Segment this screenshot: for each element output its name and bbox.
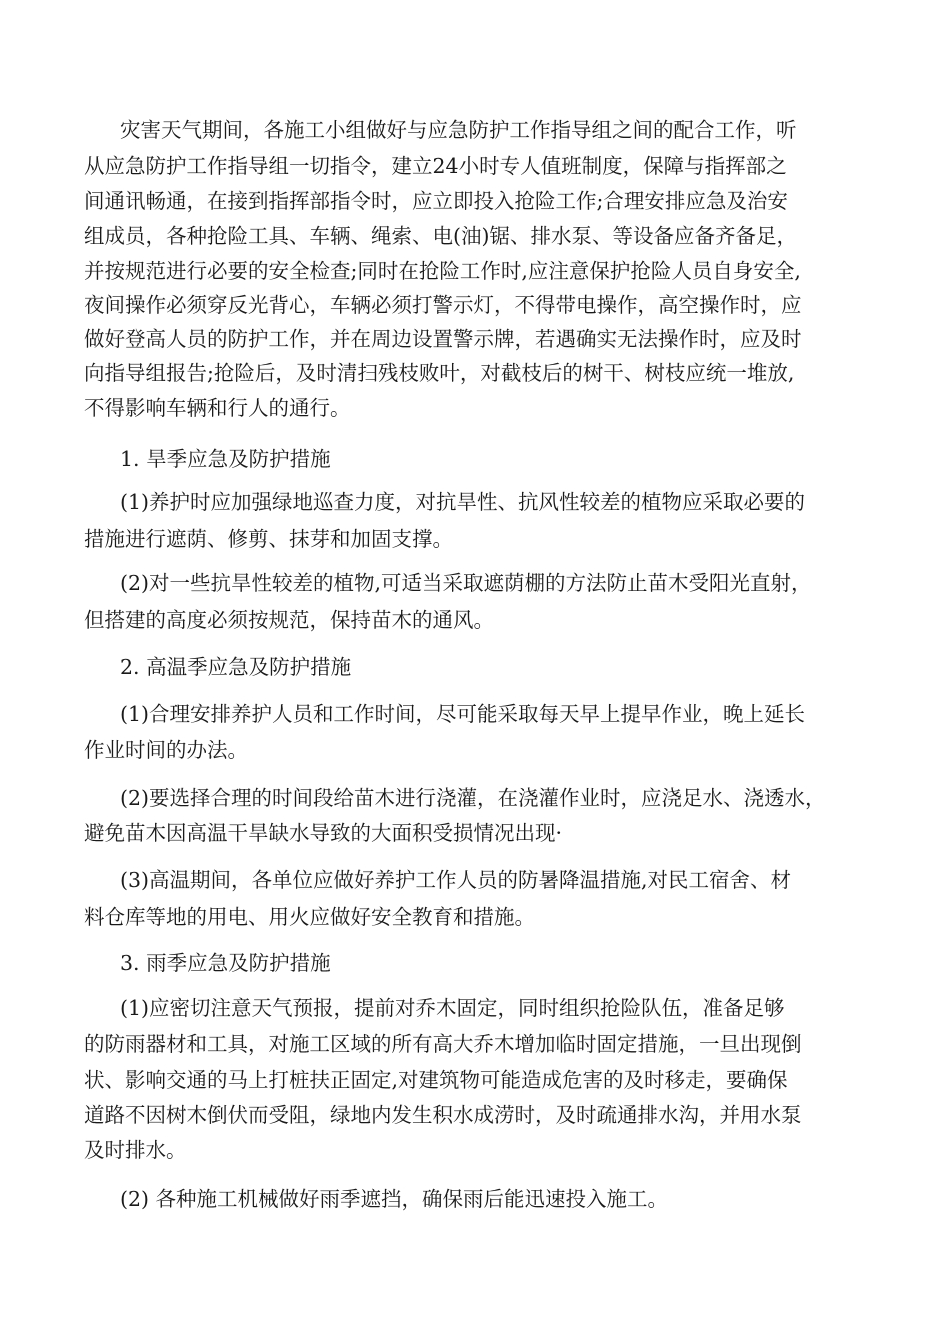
section1-item2-line-1: (2)对一些抗旱性较差的植物,可适当采取遮荫棚的方法防止苗木受阳光直射， <box>120 571 812 595</box>
intro-line-4: 组成员，各种抢险工具、车辆、绳索、电(油)锯、排水泵、等设备应备齐备足， <box>84 224 797 248</box>
section1-item1-line-2: 措施进行遮荫、修剪、抹芽和加固支撑。 <box>84 527 453 551</box>
section3-item1-line-4: 道路不因树木倒伏而受阻，绿地内发生积水成涝时，及时疏通排水沟，并用水泵 <box>84 1103 802 1127</box>
section-heading-1: 1. 旱季应急及防护措施 <box>120 447 331 471</box>
intro-line-2: 从应急防护工作指导组一切指令，建立24小时专人值班制度，保障与指挥部之 <box>84 154 787 178</box>
section2-item3-line-2: 料仓库等地的用电、用火应做好安全教育和措施。 <box>84 905 535 929</box>
section3-item1-line-3: 状、影响交通的马上打桩扶正固定,对建筑物可能造成危害的及时移走，要确保 <box>84 1068 788 1092</box>
intro-line-1: 灾害天气期间，各施工小组做好与应急防护工作指导组之间的配合工作，听 <box>120 118 797 142</box>
section-heading-2: 2. 高温季应急及防护措施 <box>120 655 352 679</box>
section3-item1-line-2: 的防雨器材和工具，对施工区域的所有高大乔木增加临时固定措施，一旦出现倒 <box>84 1032 802 1056</box>
section2-item1-line-1: (1)合理安排养护人员和工作时间，尽可能采取每天早上提早作业，晚上延长 <box>120 702 806 726</box>
intro-line-5: 并按规范进行必要的安全检查;同时在抢险工作时,应注意保护抢险人员自身安全, <box>84 259 801 283</box>
section3-item2-line-1: (2) 各种施工机械做好雨季遮挡，确保雨后能迅速投入施工。 <box>120 1187 669 1211</box>
intro-line-3: 间通讯畅通，在接到指挥部指令时，应立即投入抢险工作;合理安排应急及治安 <box>84 189 788 213</box>
section1-item1-line-1: (1)养护时应加强绿地巡查力度，对抗旱性、抗风性较差的植物应采取必要的 <box>120 490 806 514</box>
intro-line-8: 向指导组报告;抢险后，及时清扫残枝败叶，对截枝后的树干、树枝应统一堆放, <box>84 361 795 385</box>
section2-item2-line-2: 避免苗木因高温干旱缺水导致的大面积受损情况出现· <box>84 821 563 845</box>
section1-item2-line-2: 但搭建的高度必须按规范，保持苗木的通风。 <box>84 608 494 632</box>
section2-item3-line-1: (3)高温期间，各单位应做好养护工作人员的防暑降温措施,对民工宿舍、材 <box>120 868 792 892</box>
section-heading-3: 3. 雨季应急及防护措施 <box>120 951 331 975</box>
intro-line-7: 做好登高人员的防护工作，并在周边设置警示牌，若遇确实无法操作时，应及时 <box>84 327 802 351</box>
section2-item1-line-2: 作业时间的办法。 <box>84 738 248 762</box>
intro-line-9: 不得影响车辆和行人的通行。 <box>84 396 351 420</box>
section2-item2-line-1: (2)要选择合理的时间段给苗木进行浇灌，在浇灌作业时，应浇足水、浇透水， <box>120 786 826 810</box>
intro-line-6: 夜间操作必须穿反光背心，车辆必须打警示灯，不得带电操作，高空操作时，应 <box>84 293 802 317</box>
section3-item1-line-5: 及时排水。 <box>84 1138 187 1162</box>
section3-item1-line-1: (1)应密切注意天气预报，提前对乔木固定，同时组织抢险队伍，准备足够 <box>120 996 785 1020</box>
